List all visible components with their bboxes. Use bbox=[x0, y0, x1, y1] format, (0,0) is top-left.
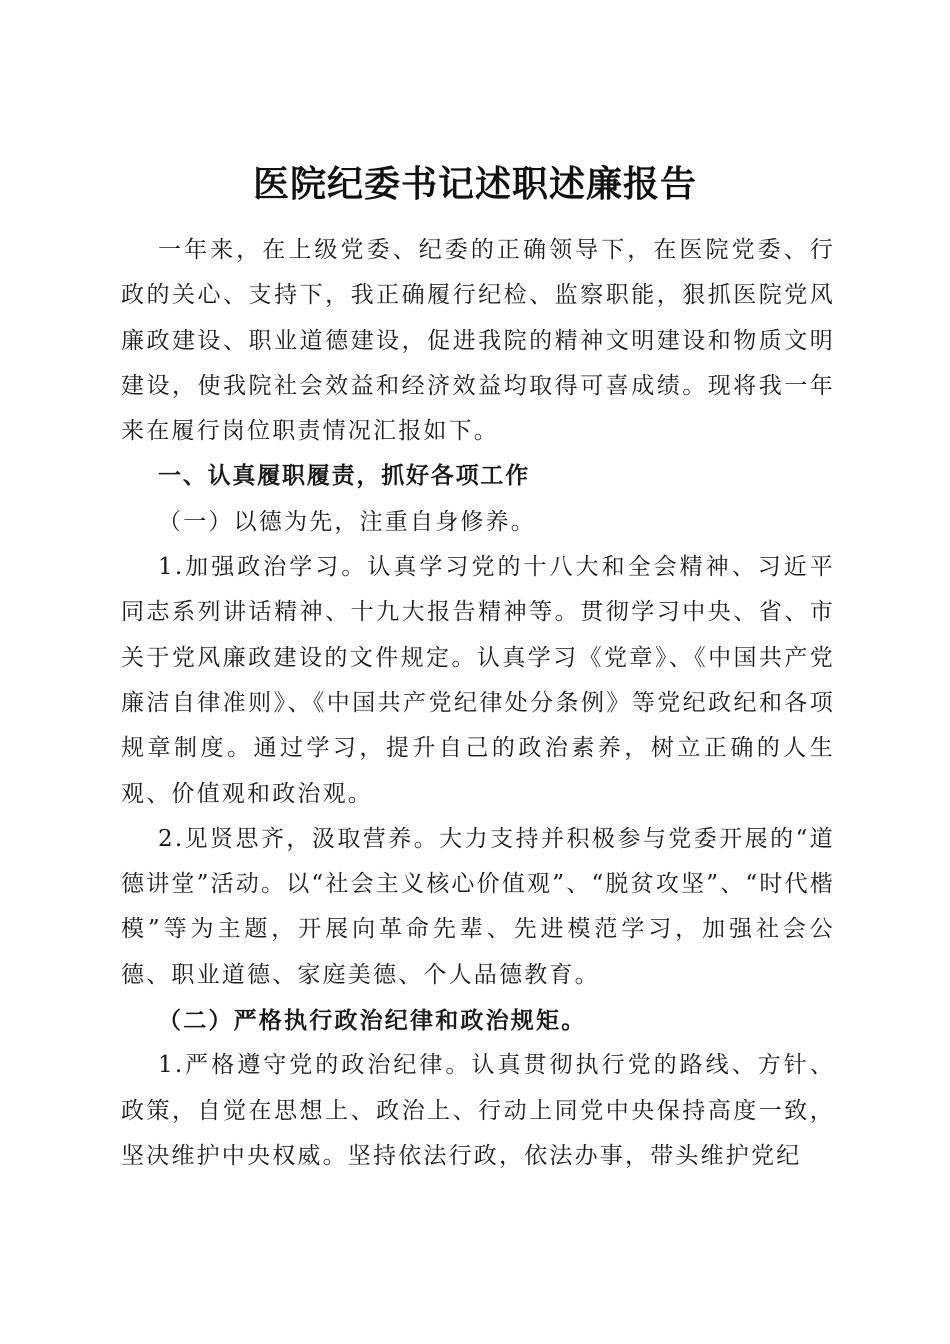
document-title: 医院纪委书记述职述廉报告 bbox=[252, 163, 697, 206]
document-body bbox=[121, 228, 835, 1179]
intro-paragraph: 一年来，在上级党委、纪委的正确领导下，在医院党委、行政的关心、支持下，我正确履行纪检、监察职能，狠抓医院党风廉政建设、职业道德建设，促进我院的精神文明建设和物质文明建设，使我院社会效益和经济效益均取得可喜成绩。现将我一年来在履行岗位职责情况汇报如下。 bbox=[121, 237, 835, 445]
subsection-heading-1: （一）以德为先，注重自身修养。 bbox=[158, 508, 536, 535]
paragraph-moral-learning: 2.见贤思齐，汲取营养。大力支持并积极参与党委开展的“道德讲堂”活动。以“社会主义核心价值观”、“脱贫攻坚”、“时代楷模”等为主题，开展向革命先辈、先进模范学习，加强社会公德、职业道德、家庭美德、个人品德教育。 bbox=[121, 825, 835, 988]
subsection-heading-2: （二）严格执行政治纪律和政治规矩。 bbox=[158, 1007, 587, 1035]
paragraph-political-discipline: 1.严格遵守党的政治纪律。认真贯彻执行党的路线、方针、政策，自觉在思想上、政治上、行动上同党中央保持高度一致，坚决维护中央权威。坚持依法行政，依法办事，带头维护党纪 bbox=[121, 1052, 835, 1169]
paragraph-political-study: 1.加强政治学习。认真学习党的十八大和全会精神、习近平同志系列讲话精神、十九大报告精神等。贯彻学习中央、省、市关于党风廉政建设的文件规定。认真学习《党章》、《中国共产党廉洁自律准则》、《中国共产党纪律处分条例》等党纪政纪和各项规章制度。通过学习，提升自己的政治素养，树立正确的人生观、价值观和政治观。 bbox=[121, 554, 835, 807]
section-heading-1: 一、认真履职履责，抓好各项工作 bbox=[158, 463, 530, 490]
